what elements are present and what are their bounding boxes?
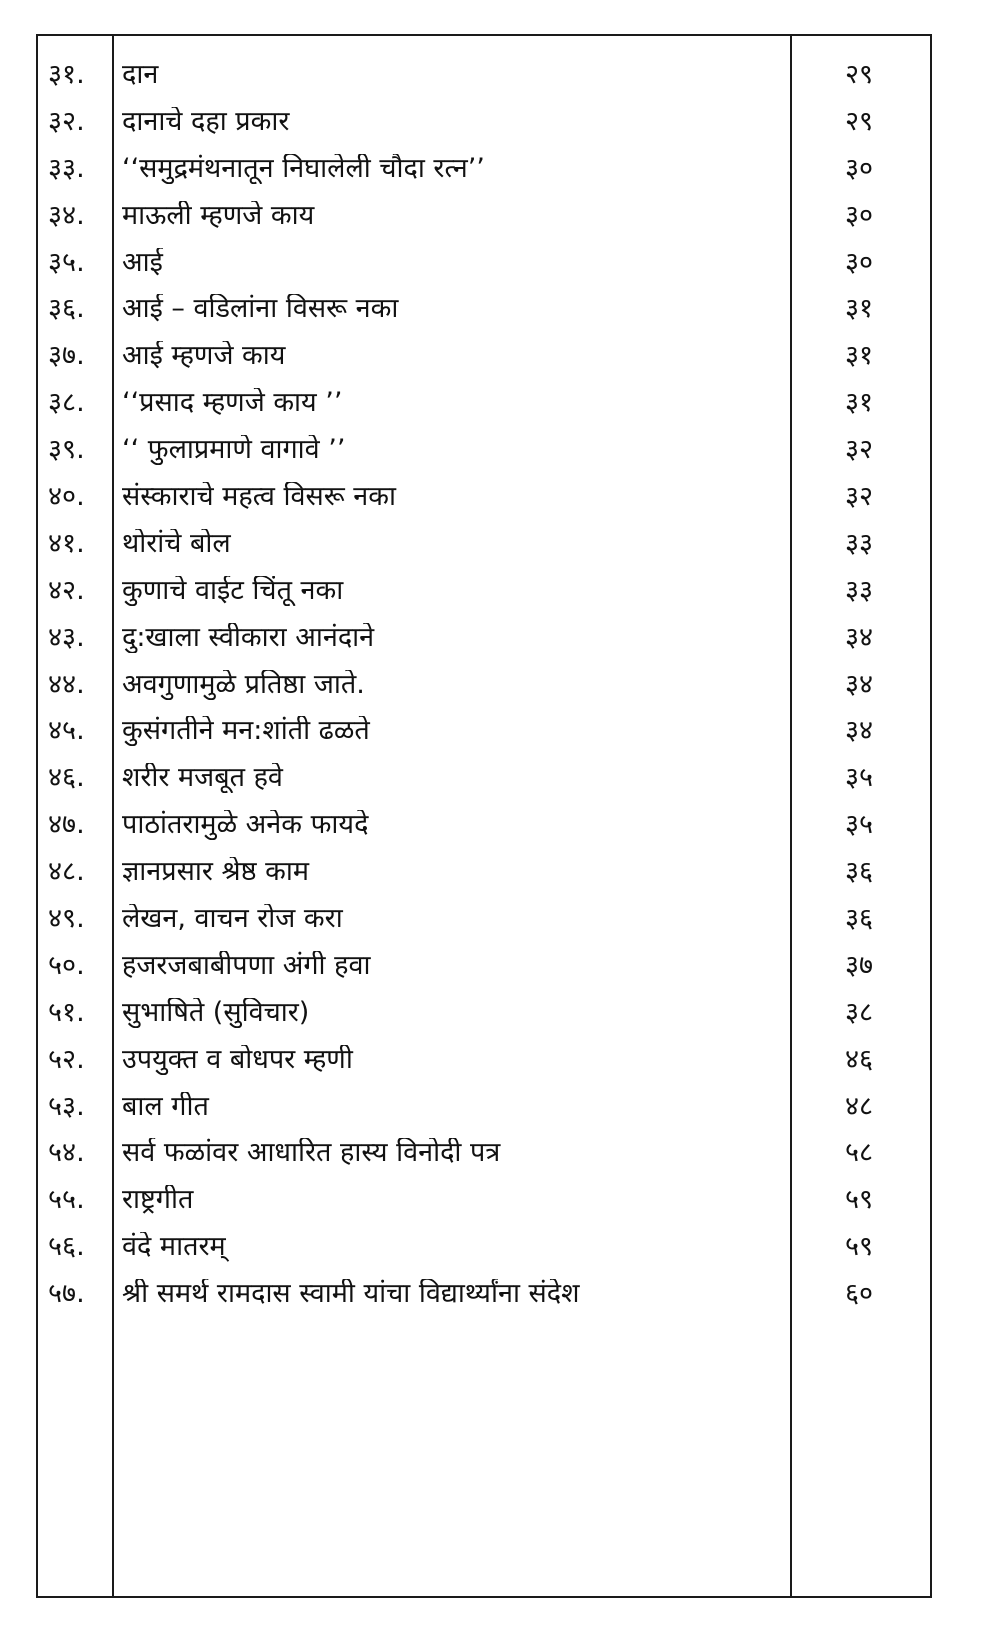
toc-row — [38, 623, 930, 670]
toc-entry-title: वंदे मातरम् — [122, 1232, 226, 1263]
toc-entry-page: ४६ — [844, 1043, 874, 1075]
toc-entry-page: ३३ — [844, 527, 874, 559]
toc-row — [38, 1045, 930, 1092]
toc-entry-page: २९ — [844, 59, 874, 90]
toc-entry-page: ३० — [844, 199, 874, 231]
toc-entry-number: ५०. — [48, 949, 85, 981]
toc-entry-title: आई — [122, 247, 163, 278]
toc-row — [38, 1185, 930, 1232]
toc-entry-number: ३७. — [48, 340, 85, 372]
toc-entry-title: दानाचे दहा प्रकार — [122, 106, 290, 137]
toc-entry-title: दान — [122, 60, 159, 90]
toc-row — [38, 341, 930, 388]
toc-entry-title: आई म्हणजे काय — [122, 341, 286, 372]
toc-row — [38, 716, 930, 763]
toc-entry-page: २९ — [844, 105, 874, 137]
toc-entry-number: ३४. — [48, 199, 85, 231]
toc-entry-number: ४४. — [48, 668, 85, 700]
toc-row — [38, 294, 930, 341]
toc-entry-page: ३८ — [844, 996, 874, 1028]
toc-row — [38, 998, 930, 1045]
table-of-contents — [36, 34, 932, 1598]
toc-entry-title: ज्ञानप्रसार श्रेष्ठ काम — [122, 857, 309, 888]
toc-row — [38, 529, 930, 576]
toc-entry-title: माऊली म्हणजे काय — [122, 200, 315, 231]
toc-entry-number: ४६. — [48, 762, 85, 794]
toc-entry-number: ३३. — [48, 152, 85, 184]
toc-row — [38, 107, 930, 154]
toc-entry-title: अवगुणामुळे प्रतिष्ठा जाते. — [122, 669, 365, 700]
toc-row — [38, 763, 930, 810]
toc-entry-number: ५३. — [48, 1090, 85, 1122]
toc-entry-number: ३६. — [48, 293, 85, 325]
toc-entry-page: ५८ — [844, 1137, 874, 1169]
toc-entry-number: ४१. — [48, 527, 85, 559]
toc-row — [38, 1232, 930, 1279]
toc-row — [38, 1279, 930, 1326]
toc-entry-title: उपयुक्त व बोधपर म्हणी — [122, 1044, 353, 1075]
toc-entry-page: ३६ — [844, 856, 874, 888]
toc-entry-page: ५९ — [844, 1184, 874, 1216]
toc-entry-number: ३१. — [48, 59, 85, 90]
toc-entry-title: लेखन, वाचन रोज करा — [122, 904, 343, 935]
toc-row — [38, 670, 930, 717]
toc-entry-title: श्री समर्थ रामदास स्वामी यांचा विद्यार्थ्यांना संदेश — [122, 1279, 580, 1310]
toc-row — [38, 1092, 930, 1139]
toc-entry-page: ३० — [844, 246, 874, 278]
toc-entry-page: ३२ — [844, 434, 874, 466]
toc-entry-title: ‘‘प्रसाद म्हणजे काय ’’ — [122, 388, 343, 419]
toc-entry-page: ३५ — [844, 762, 874, 794]
toc-entry-title: कुसंगतीने मन:शांती ढळते — [122, 716, 370, 747]
toc-row — [38, 154, 930, 201]
toc-entry-page: ३१ — [844, 340, 874, 372]
toc-entry-title: ‘‘समुद्रमंथनातून निघालेली चौदा रत्न’’ — [122, 153, 485, 184]
toc-entry-title: शरीर मजबूत हवे — [122, 763, 283, 794]
toc-row — [38, 857, 930, 904]
toc-row — [38, 482, 930, 529]
toc-entry-title: बाल गीत — [122, 1091, 209, 1122]
toc-entry-page: ३७ — [844, 949, 874, 981]
toc-entry-page: ३५ — [844, 809, 874, 841]
toc-entry-page: ३० — [844, 152, 874, 184]
toc-entry-title: पाठांतरामुळे अनेक फायदे — [122, 810, 369, 841]
toc-row — [38, 904, 930, 951]
toc-entry-number: ३९. — [48, 434, 85, 466]
toc-entry-page: ३४ — [844, 621, 874, 653]
toc-row — [38, 201, 930, 248]
toc-entry-number: ५५. — [48, 1184, 85, 1216]
toc-entry-number: ५६. — [48, 1231, 85, 1263]
toc-row — [38, 576, 930, 623]
toc-entry-page: ३१ — [844, 293, 874, 325]
toc-row — [38, 810, 930, 857]
toc-entry-title: कुणाचे वाईट चिंतू नका — [122, 575, 344, 606]
toc-entry-title: थोरांचे बोल — [122, 528, 231, 559]
toc-entry-number: ४७. — [48, 809, 85, 841]
toc-entry-title: ‘‘ फुलाप्रमाणे वागावे ’’ — [122, 435, 346, 466]
toc-entry-number: ५१. — [48, 996, 85, 1028]
toc-entry-page: ३४ — [844, 715, 874, 747]
toc-entry-page: ३१ — [844, 387, 874, 419]
toc-entry-title: राष्ट्रगीत — [122, 1185, 194, 1216]
toc-entry-title: सर्व फळांवर आधारित हास्य विनोदी पत्र — [122, 1138, 501, 1169]
toc-entry-page: ३२ — [844, 481, 874, 513]
toc-entry-title: संस्काराचे महत्व विसरू नका — [122, 482, 397, 513]
toc-entry-title: दु:खाला स्वीकारा आनंदाने — [122, 622, 375, 653]
toc-entry-number: ५७. — [48, 1278, 85, 1310]
toc-entry-number: ४९. — [48, 903, 85, 935]
toc-entry-number: ५२. — [48, 1043, 85, 1075]
toc-entry-number: ३८. — [48, 387, 85, 419]
toc-entry-page: ६० — [844, 1278, 874, 1310]
toc-entry-title: आई – वडिलांना विसरू नका — [122, 294, 399, 325]
toc-entry-number: ४३. — [48, 621, 85, 653]
toc-entry-page: ३४ — [844, 668, 874, 700]
toc-entry-page: ५९ — [844, 1231, 874, 1263]
toc-entry-number: ३२. — [48, 105, 85, 137]
toc-row — [38, 60, 930, 107]
toc-entry-title: हजरजबाबीपणा अंगी हवा — [122, 950, 371, 981]
toc-entry-number: ४०. — [48, 481, 85, 513]
toc-entry-title: सुभाषिते (सुविचार) — [122, 997, 310, 1028]
toc-row — [38, 248, 930, 295]
toc-entry-number: ४५. — [48, 715, 85, 747]
toc-entry-number: ४८. — [48, 856, 85, 888]
toc-row — [38, 435, 930, 482]
toc-entry-number: ३५. — [48, 246, 85, 278]
toc-entry-page: ३६ — [844, 903, 874, 935]
toc-entry-number: ४२. — [48, 574, 85, 606]
toc-row — [38, 1138, 930, 1185]
toc-entry-page: ३३ — [844, 574, 874, 606]
toc-list — [38, 60, 930, 1326]
toc-row — [38, 951, 930, 998]
toc-entry-number: ५४. — [48, 1137, 85, 1169]
toc-entry-page: ४८ — [844, 1090, 874, 1122]
toc-row — [38, 388, 930, 435]
